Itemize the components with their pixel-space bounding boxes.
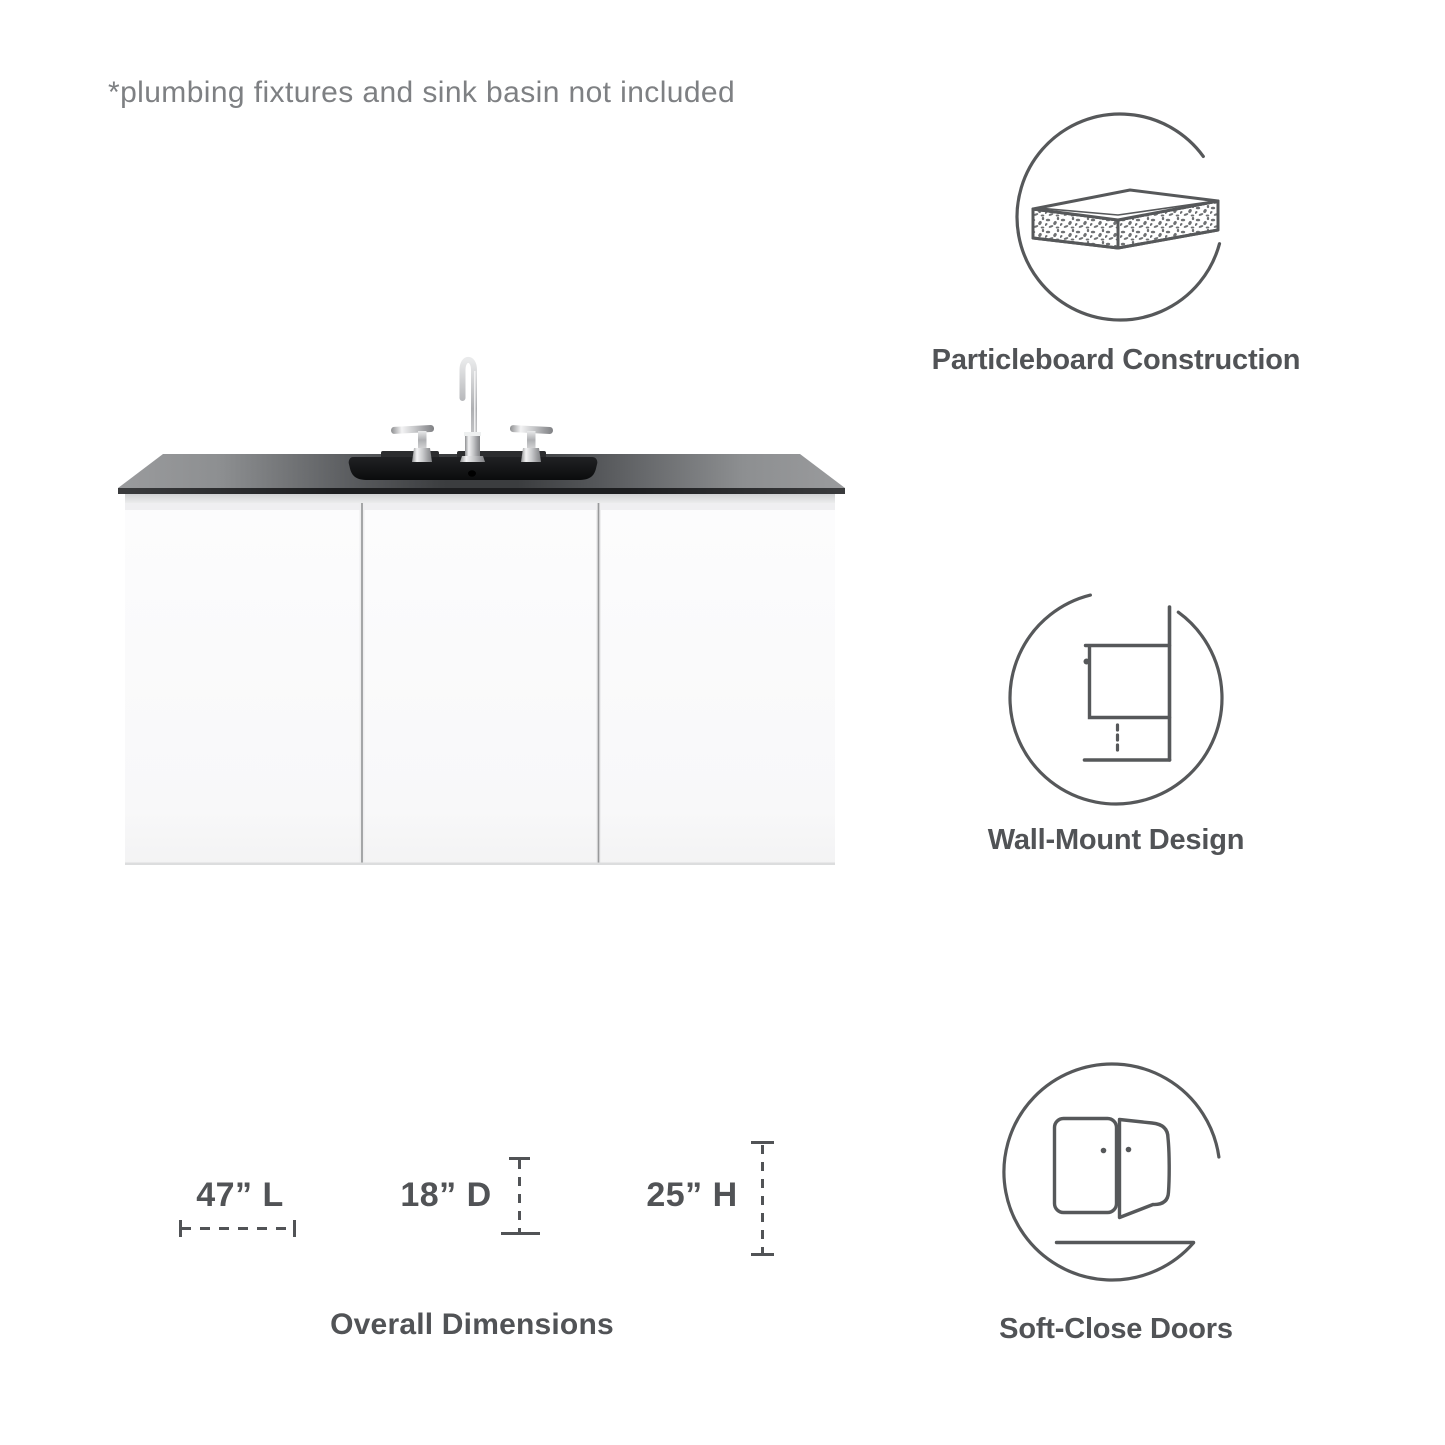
feature-label-soft-close: Soft-Close Doors (999, 1313, 1233, 1345)
cabinet-doors-face (125, 503, 835, 865)
wall-mount-icon (996, 578, 1236, 818)
dimension-depth-label: 18” D (400, 1176, 492, 1214)
countertop-front-edge (118, 488, 845, 494)
length-dimension-dashed-line (181, 1227, 295, 1230)
feature-label-particleboard: Particleboard Construction (931, 344, 1301, 376)
cabinet-top-reveal (125, 494, 835, 503)
particleboard-icon (1000, 97, 1240, 337)
disclaimer-text: *plumbing fixtures and sink basin not included (108, 76, 736, 109)
soft-close-doors-icon (992, 1052, 1232, 1292)
mounted-cabinet (1086, 646, 1170, 718)
height-dimension-bottom-cap (751, 1253, 774, 1256)
closed-door (1055, 1119, 1117, 1213)
door-knob-dot-right (1126, 1147, 1132, 1153)
dimension-height-label: 25” H (646, 1176, 738, 1214)
height-dimension-top-cap (751, 1141, 774, 1144)
depth-dimension-bottom-cap (501, 1232, 540, 1235)
cabinet-knob-dot (1084, 659, 1090, 665)
cabinet-bottom-edge (125, 863, 835, 866)
icon-circle (1010, 595, 1222, 804)
vanity-illustration (100, 340, 860, 880)
depth-dimension-dashed-line (518, 1160, 521, 1232)
drain-hole (468, 470, 476, 476)
height-dimension-dashed-line (761, 1145, 764, 1253)
door-knob-dot-left (1101, 1148, 1107, 1154)
feature-label-wall-mount: Wall-Mount Design (987, 824, 1245, 856)
overall-dimensions-caption: Overall Dimensions (330, 1308, 614, 1341)
length-dimension-end-tick (179, 1220, 182, 1237)
depth-dimension-top-cap (509, 1157, 530, 1160)
faucet-icon (391, 360, 553, 462)
length-dimension-end-tick (293, 1220, 296, 1237)
ajar-door (1120, 1120, 1170, 1218)
cabinet-body (125, 494, 835, 865)
dimension-length-label: 47” L (196, 1176, 284, 1214)
